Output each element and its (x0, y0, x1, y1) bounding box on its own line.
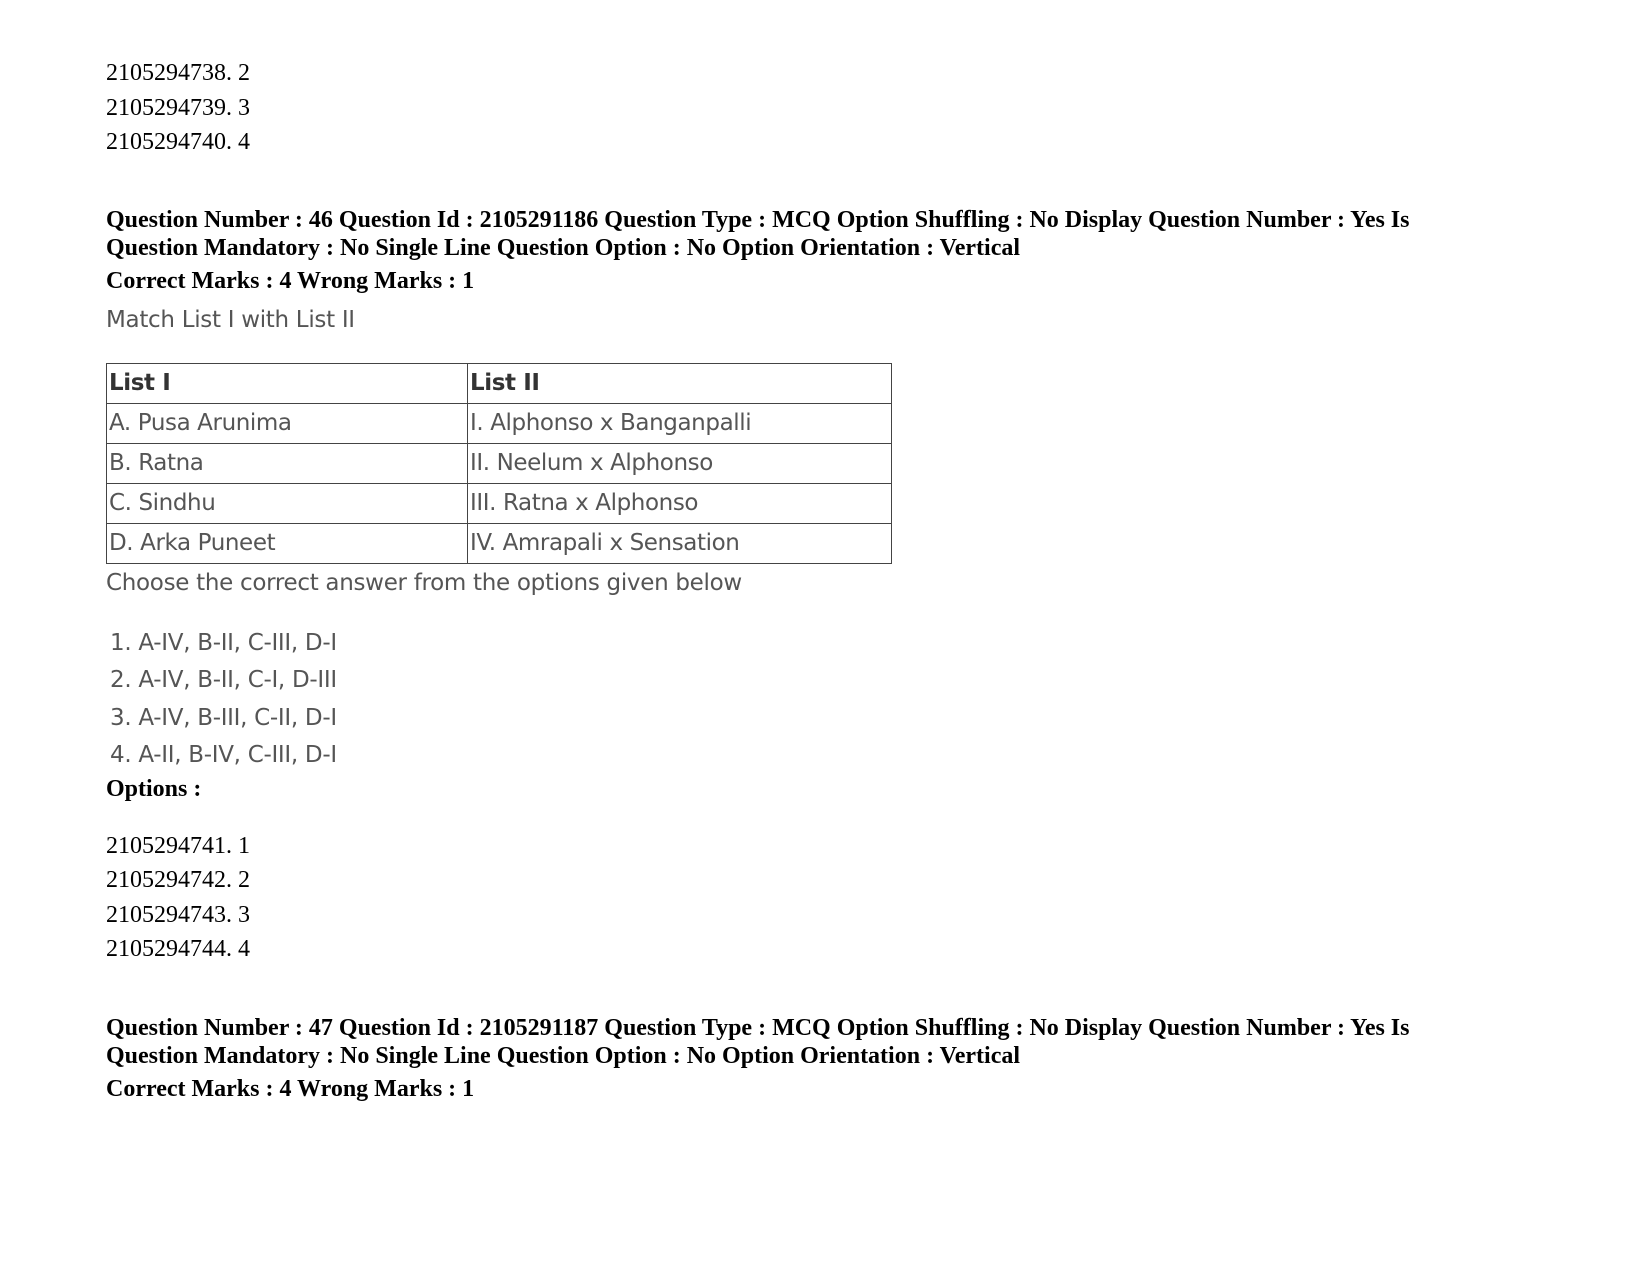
option-line (106, 125, 1566, 160)
option-id: 2105294739. (106, 94, 232, 121)
table-cell: III. Ratna x Alphonso (468, 483, 892, 523)
option-id: 2105294741. (106, 832, 232, 859)
table-cell: IV. Amrapali x Sensation (468, 523, 892, 563)
table-cell: B. Ratna (107, 443, 468, 483)
option-line (106, 863, 1566, 898)
option-line (106, 829, 1566, 864)
table-row (107, 443, 892, 483)
option-number: 1 (238, 832, 250, 859)
match-table (106, 363, 892, 564)
question-header-line-2: Question Mandatory : No Single Line Question Option : No Option Orientation : Vertical (106, 1043, 1021, 1069)
table-row (107, 523, 892, 563)
option-id: 2105294744. (106, 936, 232, 962)
answer-choice: 1. A-IV, B-II, C-III, D-I (110, 629, 337, 656)
table-row (107, 483, 892, 523)
table-cell: II. Neelum x Alphonso (468, 443, 892, 483)
document-page (106, 56, 1566, 1103)
table-cell: A. Pusa Arunima (107, 403, 468, 443)
answer-choice: 2. A-IV, B-II, C-I, D-III (110, 667, 337, 693)
option-number: 3 (238, 94, 250, 121)
options-label: Options : (106, 775, 202, 802)
question-body (106, 305, 1566, 775)
option-id: 2105294742. (106, 867, 232, 893)
option-line (106, 56, 1566, 91)
question-46 (106, 206, 1566, 967)
question-marks: Correct Marks : 4 Wrong Marks : 1 (106, 1075, 475, 1102)
option-line (106, 932, 1566, 967)
option-id: 2105294738. (106, 60, 232, 86)
table-header-row (107, 363, 892, 403)
option-number: 2 (238, 60, 250, 86)
option-number: 4 (238, 936, 250, 962)
option-id: 2105294740. (106, 129, 232, 155)
option-number: 3 (238, 901, 250, 928)
question-marks: Correct Marks : 4 Wrong Marks : 1 (106, 267, 475, 294)
answer-choices-list (106, 625, 1566, 775)
option-id-list (106, 829, 1566, 967)
question-header-line-2: Question Mandatory : No Single Line Question Option : No Option Orientation : Vertical (106, 235, 1021, 261)
answer-choice: 3. A-IV, B-III, C-II, D-I (110, 704, 337, 731)
table-cell: C. Sindhu (107, 483, 468, 523)
question-header-line-1: Question Number : 46 Question Id : 2105291186 Question Type : MCQ Option Shuffling : No Display Question Number : Yes Is (106, 206, 1410, 233)
choose-instruction: Choose the correct answer from the options given below (106, 569, 742, 596)
question-header-line-1: Question Number : 47 Question Id : 2105291187 Question Type : MCQ Option Shuffling : No Display Question Number : Yes Is (106, 1014, 1410, 1041)
previous-question-options (106, 56, 1566, 160)
option-line (106, 91, 1566, 126)
option-number: 2 (238, 867, 250, 893)
table-header-list-2: List II (468, 363, 892, 403)
answer-choice: 4. A-II, B-IV, C-III, D-I (110, 742, 337, 768)
question-prompt: Match List I with List II (106, 306, 355, 333)
option-id: 2105294743. (106, 901, 232, 928)
table-row (107, 403, 892, 443)
option-number: 4 (238, 129, 250, 155)
option-line (106, 898, 1566, 933)
question-47 (106, 1014, 1566, 1103)
table-header-list-1: List I (107, 363, 468, 403)
table-cell: I. Alphonso x Banganpalli (468, 403, 892, 443)
table-cell: D. Arka Puneet (107, 523, 468, 563)
